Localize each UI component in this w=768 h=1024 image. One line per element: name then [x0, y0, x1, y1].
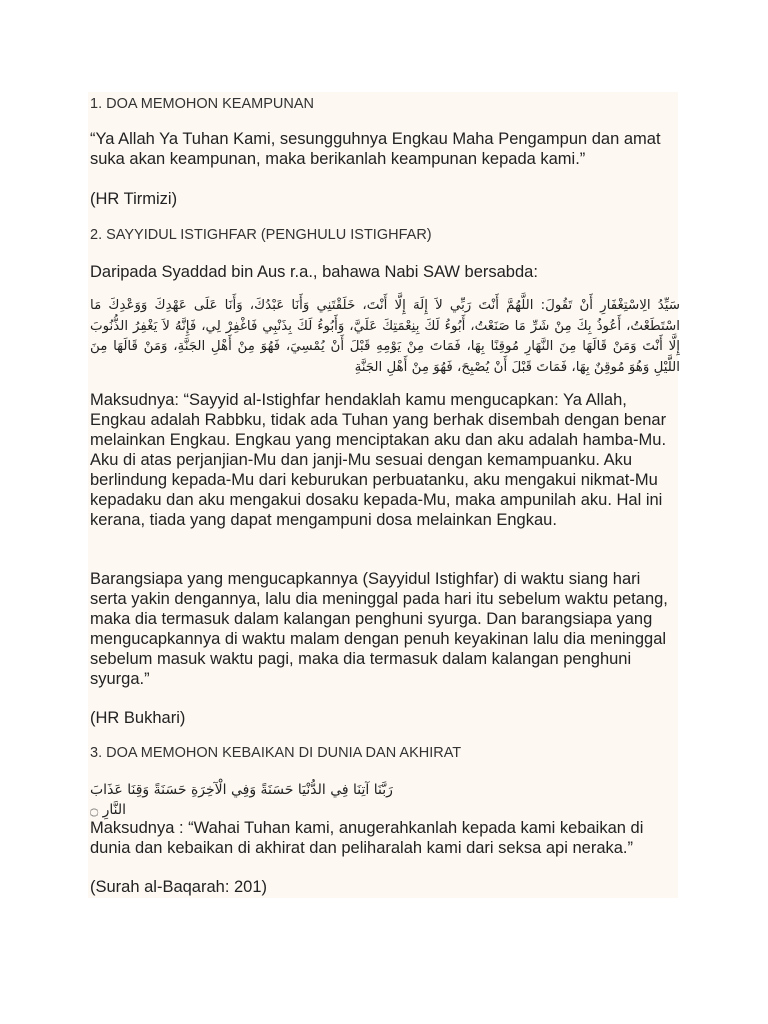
section-2-meaning: Maksudnya: “Sayyid al-Istighfar hendaklah kamu mengucapkan: Ya Allah, Engkau adalah Rabbku, tidak ada Tuhan yang berhak disembah dengan benar melainkan Engkau. Engkau yang menciptakan aku dan aku adalah hamba-Mu. Aku di atas perjanjian-Mu dan janji-Mu sesuai dengan kemampuanku. Aku berlindung kepada-Mu dari keburukan perbuatanku, aku mengakui nikmat-Mu kepadaku dan aku mengakui dosaku kepada-Mu, maka ampunilah aku. Hal ini kerana, tiada yang dapat mengampuni dosa melainkan Engkau. [90, 391, 667, 529]
section-2-arabic-text: سَيِّدُ الِاسْتِغْفَارِ أَنْ تَقُولَ: اللَّهُمَّ أَنْتَ رَبِّي لاَ إِلَهَ إِلَّا أَنْتَ، خَلَقْتَنِي وَأَنَا عَبْدُكَ، وَأَنَا عَلَى عَهْدِكَ وَوَعْدِكَ مَا اسْتَطَعْتُ، أَعُوذُ بِكَ مِنْ شَرِّ مَا صَنَعْتُ، أَبُوءُ لَكَ بِنِعْمَتِكَ عَلَيَّ، وَأَبُوءُ لَكَ بِذَنْبِي فَاغْفِرْ لِي، فَإِنَّهُ لاَ يَغْفِرُ الذُّنُوبَ إِلَّا أَنْتَ وَمَنْ قَالَهَا مِنَ النَّهَارِ مُوقِنًا بِهَا، فَمَاتَ مِنْ يَوْمِهِ قَبْلَ أَنْ يُمْسِيَ، فَهُوَ مِنْ أَهْلِ الجَنَّةِ، وَمَنْ قَالَهَا مِنَ اللَّيْلِ وَهُوَ مُوقِنٌ بِهَا، فَمَاتَ قَبْلَ أَنْ يُصْبِحَ، فَهُوَ مِنْ أَهْلِ الجَنَّةِ [90, 298, 680, 375]
section-2-heading: 2. SAYYIDUL ISTIGHFAR (PENGHULU ISTIGHFAR) [90, 227, 432, 243]
section-2-intro: Daripada Syaddad bin Aus r.a., bahawa Nabi SAW bersabda: [90, 263, 538, 281]
section-1-heading: 1. DOA MEMOHON KEAMPUNAN [90, 96, 314, 112]
section-3-source: (Surah al-Baqarah: 201) [90, 878, 268, 896]
section-1-source: (HR Tirmizi) [90, 190, 178, 208]
section-2-source: (HR Bukhari) [90, 709, 186, 727]
section-2-explanation: Barangsiapa yang mengucapkannya (Sayyidul Istighfar) di waktu siang hari serta yakin dengannya, lalu dia meninggal pada hari itu sebelum waktu petang, maka dia termasuk dalam kalangan penghuni syurga. Dan barangsiapa yang mengucapkannya di waktu malam dengan penuh keyakinan lalu dia meninggal sebelum masuk waktu pagi, maka dia termasuk dalam kalangan penghuni syurga.” [90, 570, 668, 688]
section-3-arabic-text: رَبَّنَا آتِنَا فِي الدُّنْيَا حَسَنَةً وَفِي الْآخِرَةِ حَسَنَةً وَقِنَا عَذَابَ النَّارِ ۝ [90, 782, 393, 818]
section-3-heading: 3. DOA MEMOHON KEBAIKAN DI DUNIA DAN AKHIRAT [90, 745, 462, 761]
section-1-quote: “Ya Allah Ya Tuhan Kami, sesungguhnya Engkau Maha Pengampun dan amat suka akan keampunan, maka berikanlah keampunan kepada kami.” [90, 130, 661, 168]
document-page [88, 92, 678, 898]
section-3-meaning: Maksudnya : “Wahai Tuhan kami, anugerahkanlah kepada kami kebaikan di dunia dan kebaikan di akhirat dan peliharalah kami dari seksa api neraka.” [90, 819, 644, 857]
